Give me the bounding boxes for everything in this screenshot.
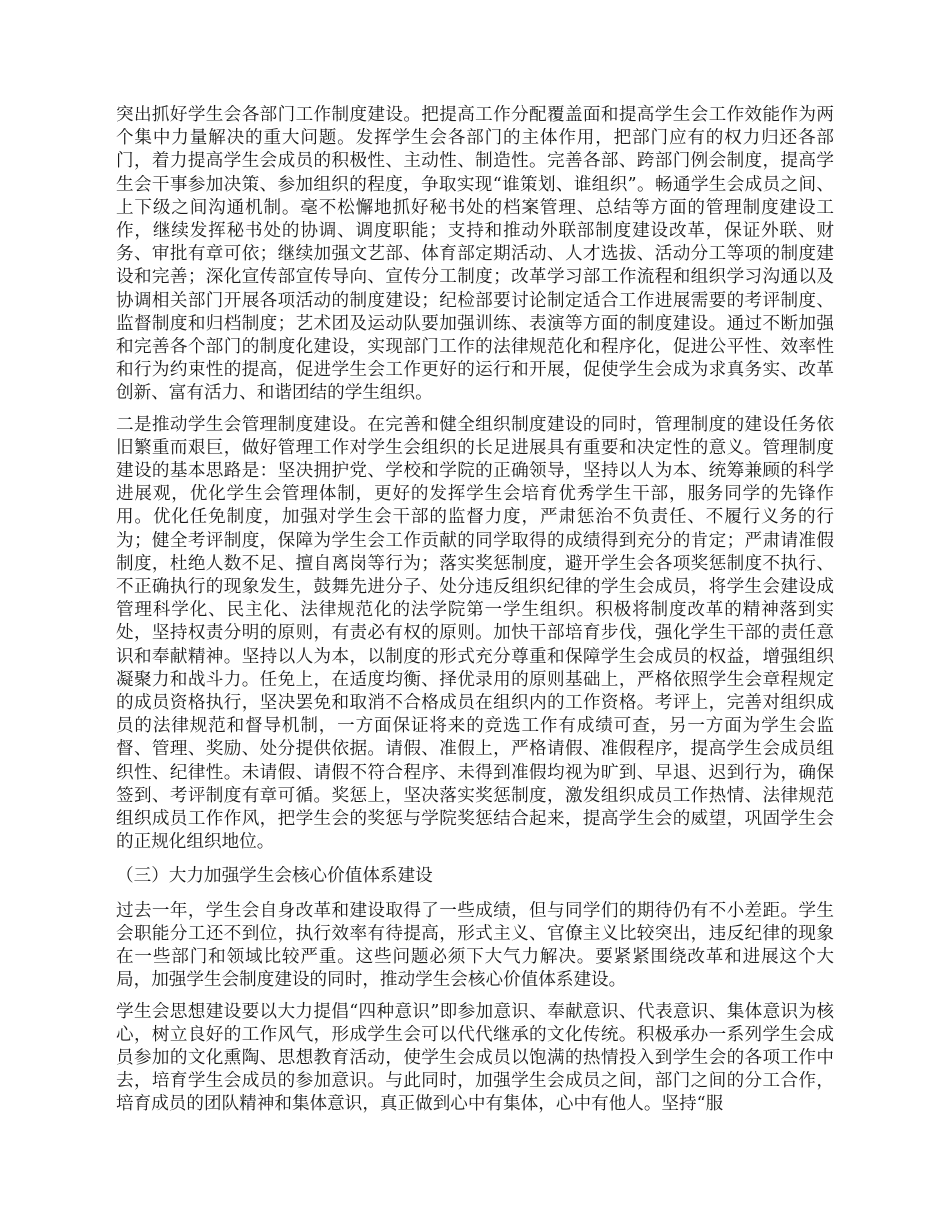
paragraph-management-system: 二是推动学生会管理制度建设。在完善和健全组织制度建设的同时，管理制度的建设任务依旧繁重而艰巨，做好管理工作对学生会组织的长足进展具有重要和决定性的意义。管理制度建设的基本思路是：坚决拥护党、学校和学院的正确领导，坚持以人为本、统筹兼顾的科学进展观，优化学生会管理体制，更好的发挥学生会培育优秀学生干部，服务同学的先锋作用。优化任免制度，加强对学生会干部的监督力度，严肃惩治不负责任、不履行义务的行为；健全考评制度，保障为学生会工作贡献的同学取得的成绩得到充分的肯定；严肃请准假制度，杜绝人数不足、擅自离岗等行为；落实奖惩制度，避开学生会各项奖惩制度不执行、不正确执行的现象发生，鼓舞先进分子、处分违反组织纪律的学生会成员，将学生会建设成管理科学化、民主化、法律规范化的法学院第一学生组织。积极将制度改革的精神落到实处，坚持权责分明的原则，有责必有权的原则。加快干部培育步伐，强化学生干部的责任意识和奉献精神。坚持以人为本，以制度的形式充分尊重和保障学生会成员的权益，增强组织凝聚力和战斗力。任免上，在适度均衡、择优录用的原则基础上，严格依照学生会章程规定的成员资格执行，坚决罢免和取消不合格成员在组织内的工作资格。考评上，完善对组织成员的法律规范和督导机制，一方面保证将来的竞选工作有成绩可查，另一方面为学生会监督、管理、奖励、处分提供依据。请假、准假上，严格请假、准假程序，提高学生会成员组织性、纪律性。未请假、请假不符合程序、未得到准假均视为旷到、早退、迟到行为，确保签到、考评制度有章可循。奖惩上，坚决落实奖惩制度，激发组织成员工作热情、法律规范组织成员工作作风，把学生会的奖惩与学院奖惩结合起来，提高学生会的威望，巩固学生会的正规化组织地位。 bbox=[116, 414, 834, 853]
section-heading: （三）大力加强学生会核心价值体系建设 bbox=[116, 865, 433, 886]
paragraph-department-system: 突出抓好学生会各部门工作制度建设。把提高工作分配覆盖面和提高学生会工作效能作为两个集中力量解决的重大问题。发挥学生会各部门的主体作用，把部门应有的权力归还各部门，着力提高学生会成员的积极性、主动性、制造性。完善各部、跨部门例会制度，提高学生会干事参加决策、参加组织的程度，争取实现“谁策划、谁组织”。畅通学生会成员之间、上下级之间沟通机制。毫不松懈地抓好秘书处的档案管理、总结等方面的管理制度建设工作，继续发挥秘书处的协调、调度职能；支持和推动外联部制度建设改革，保证外联、财务、审批有章可依；继续加强文艺部、体育部定期活动、人才选拔、活动分工等项的制度建设和完善；深化宣传部宣传导向、宣传分工制度；改革学习部工作流程和组织学习沟通以及协调相关部门开展各项活动的制度建设；纪检部要讨论制定适合工作进展需要的考评制度、监督制度和归档制度；艺术团及运动队要加强训练、表演等方面的制度建设。通过不断加强和完善各个部门的制度化建设，实现部门工作的法律规范化和程序化，促进公平性、效率性和行为约束性的提高，促进学生会工作更好的运行和开展，促使学生会成为求真务实、改革创新、富有活力、和谐团结的学生组织。 bbox=[116, 105, 834, 404]
paragraph-ideology: 学生会思想建设要以大力提倡“四种意识”即参加意识、奉献意识、代表意识、集体意识为核心，树立良好的工作风气，形成学生会可以代代继承的文化传统。积极承办一系列学生会成员参加的文化熏陶、思想教育活动，使学生会成员以饱满的热情投入到学生会的各项工作中去，培育学生会成员的参加意识。与此同时，加强学生会成员之间，部门之间的分工合作，培育成员的团队精神和集体意识，真正做到心中有集体，心中有他人。坚持“服 bbox=[116, 1001, 834, 1115]
paragraph-past-year: 过去一年，学生会自身改革和建设取得了一些成绩，但与同学们的期待仍有不小差距。学生会职能分工还不到位，执行效率有待提高，形式主义、官僚主义比较突出，违反纪律的现象在一些部门和领域比较严重。这些问题必须下大气力解决。要紧紧围绕改革和进展这个大局，加强学生会制度建设的同时，推动学生会核心价值体系建设。 bbox=[116, 900, 834, 991]
